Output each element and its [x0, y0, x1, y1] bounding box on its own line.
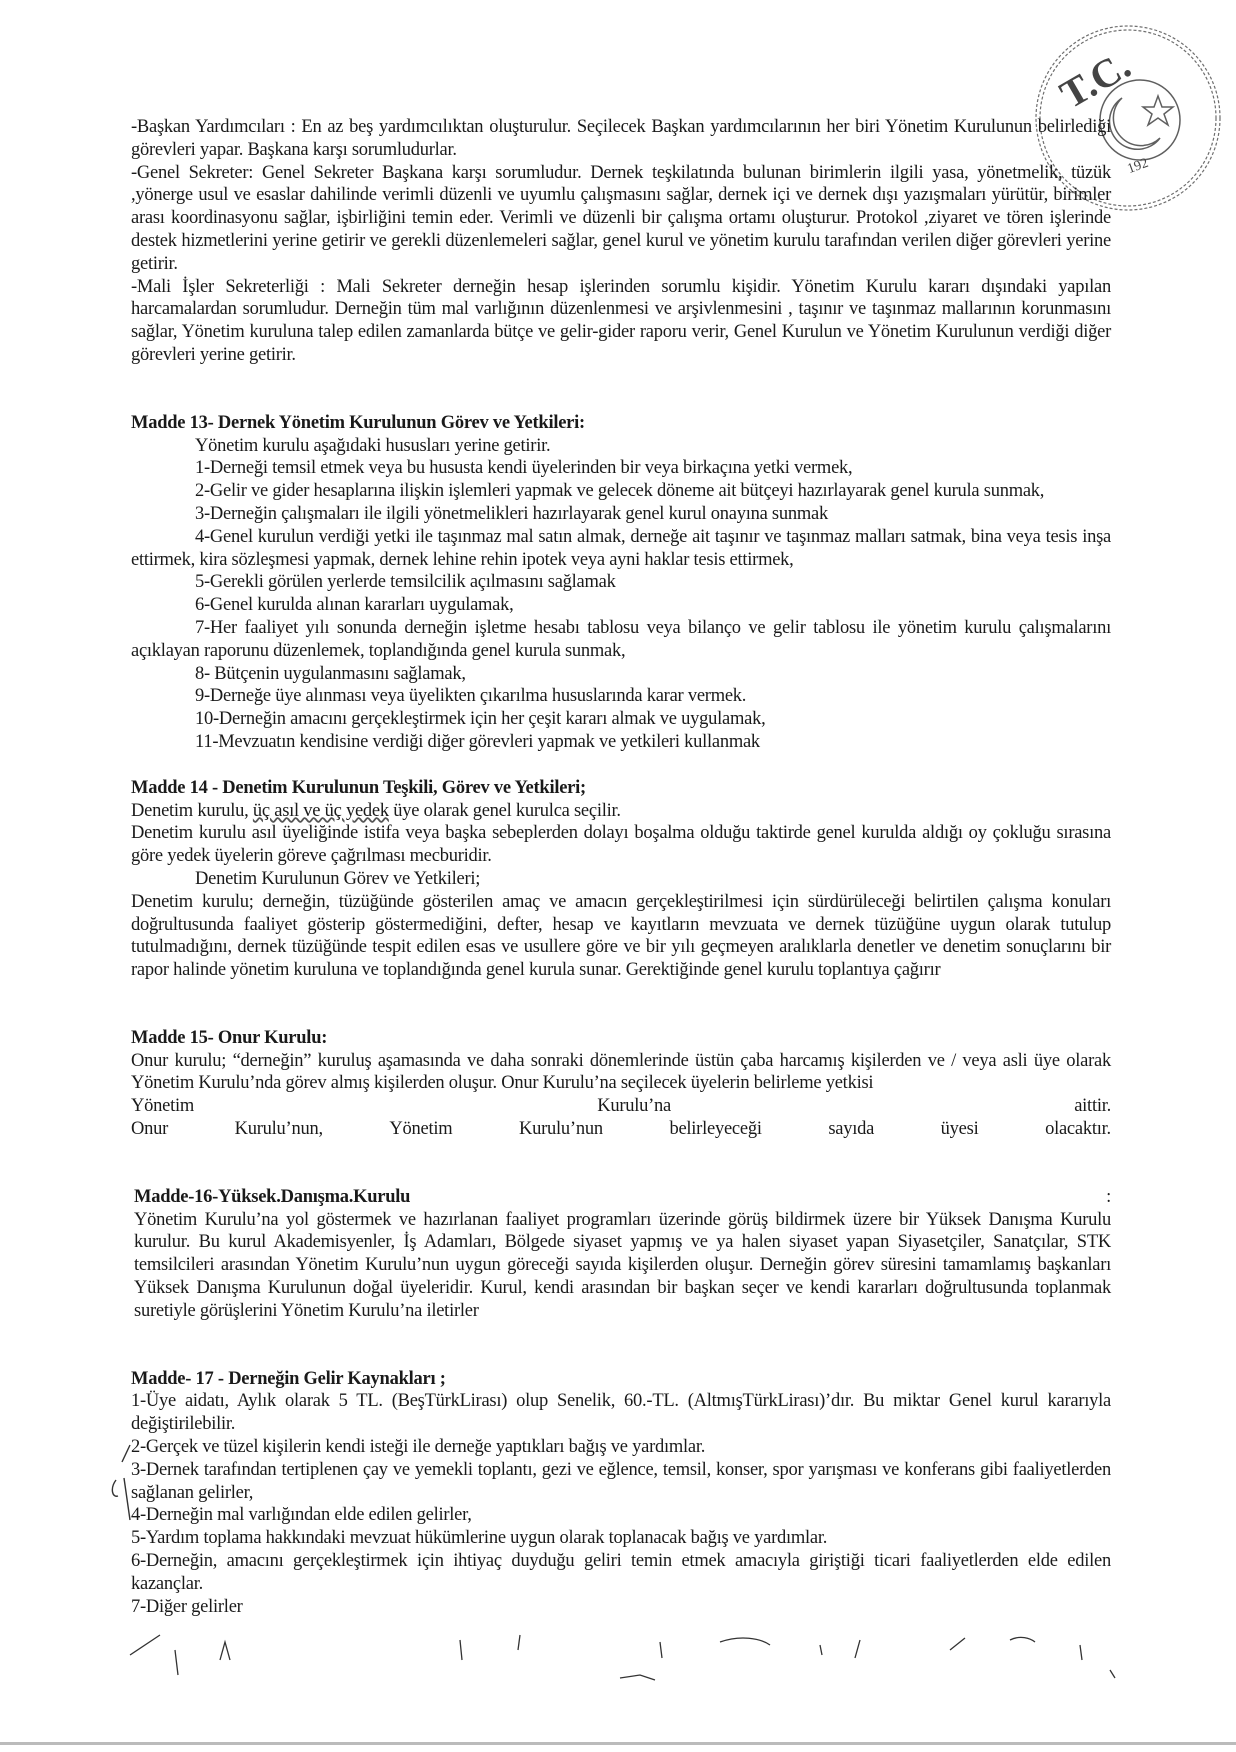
madde-13-heading: Madde 13- Dernek Yönetim Kurulunun Görev ve Yetkileri: — [131, 412, 585, 433]
madde-16-heading-text: Madde-16-Yüksek.Danışma.Kurulu — [134, 1186, 411, 1207]
madde-17-item: 2-Gerçek ve tüzel kişilerin kendi isteği ile derneğe yaptıkları bağış ve yardımlar. — [131, 1437, 706, 1458]
section-mali-isler: -Mali İşler Sekreterliği : Mali Sekreter derneğin hesap işlerinden sorumlu kişidir. Yönetim Kurulu kararı dışındaki yapılan harcamalardan sorumludur. Derneğin tüm mal varlığının düzenlenmesi ve arşivlenmesini , taşınır ve taşınmaz mallarının korunmasını sağlar, Yönetim kuruluna talep edilen zamanlarda bütçe ve gelir-gider raporu verir, Genel Kurulun ve Yönetim Kurulunun verdiği diğer görevleri yerine getirir. — [131, 276, 1111, 365]
handwritten-signature-marks — [120, 1630, 1120, 1690]
madde-16-heading — [131, 1186, 1111, 1209]
madde-13-item: 10-Derneğin amacını gerçekleştirmek için her çeşit kararı almak ve uygulamak, — [195, 709, 766, 730]
madde-14-paragraph: Denetim kurulu asıl üyeliğinde istifa veya başka sebeplerden dolayı boşalma olduğu taktirde genel kurulda aldığı oy çokluğu sırasına göre yedek üyelerin göreve çağrılması mecburidir. — [131, 823, 1111, 867]
stamp-top-text: T.C. — [1052, 41, 1138, 118]
madde-13-item: 9-Derneğe üye alınması veya üyelikten çıkarılma hususlarında karar vermek. — [195, 686, 747, 707]
word: sayıda — [828, 1119, 875, 1140]
word: Yönetim — [131, 1096, 194, 1117]
section-baskan-yardimcilari: -Başkan Yardımcıları : En az beş yardımcılıktan oluşturulur. Seçilecek Başkan yardımcılarının her biri Yönetim Kurulunun belirlediği görevleri yapar. Başkana karşı sorumludurlar. — [131, 117, 1111, 160]
madde-13-item: 3-Derneğin çalışmaları ile ilgili yönetmelikleri hazırlayarak genel kurul onayına sunmak — [195, 503, 828, 524]
madde-16-paragraph: Yönetim Kurulu’na yol göstermek ve hazırlanan faaliyet programları üzerinde görüş bildirmek üzere bir Yüksek Danışma Kurulu kurulur. Bu kurul Akademisyenler, İş Adamları, Bölgede siyaset yapmış ve ya halen siyaset yapan Siyasetçiler, Sanatçılar, STK temsilcileri arasından Yönetim Kurulu’nun uygun göreceği sayıda kişilerden oluşur. Derneğin görev süresini tamamlamış başkanları Yüksek Danışma Kurulunun doğal üyeleridir. Kurul, kendi arasından bir başkan seçer ve kendi kararları doğrultusunda toplanmak suretiyle görüşlerini Yönetim Kurulu’na iletirler — [134, 1209, 1111, 1321]
madde-14-heading: Madde 14 - Denetim Kurulunun Teşkili, Görev ve Yetkileri; — [131, 777, 586, 798]
madde-14-line1-text: Denetim kurulu, — [131, 800, 253, 821]
word: Yönetim — [389, 1119, 453, 1140]
word: aittir. — [1074, 1096, 1111, 1117]
madde-17-item: 1-Üye aidatı, Aylık olarak 5 TL. (BeşTürkLirası) olup Senelik, 60.-TL. (AltmışTürkLirası)’dır. Bu miktar Genel kurul kararıyla değiştirilebilir. — [131, 1391, 1111, 1435]
madde-17-item: 3-Dernek tarafından tertiplenen çay ve yemekli toplantı, gezi ve eğlence, temsil, konser, spor yarışması ve konferans gibi faaliyetlerden sağlanan gelirler, — [131, 1459, 1111, 1503]
stray-colon: : — [1106, 1186, 1111, 1207]
madde-13-item: 6-Genel kurulda alınan kararları uygulamak, — [195, 595, 514, 616]
madde-17-item: 5-Yardım toplama hakkındaki mevzuat hükümlerine uygun olarak toplanacak bağış ve yardımlar. — [131, 1528, 828, 1549]
document-body — [131, 116, 1111, 1618]
madde-15-paragraph: Onur kurulu; “derneğin” kuruluş aşamasında ve daha sonraki dönemlerinde üstün çaba harcamış kişilerden ve / veya asli üye olarak Yönetim Kurulu’nda görev almış kişilerden oluşur. Onur Kurulu’na seçilecek üyelerin belirleme yetkisi — [131, 1050, 1111, 1094]
madde-17-heading: Madde- 17 - Derneğin Gelir Kaynakları ; — [131, 1368, 446, 1389]
word: Kurulu’nun — [519, 1119, 603, 1140]
madde-13-intro: Yönetim kurulu aşağıdaki hususları yerine getirir. — [195, 435, 551, 456]
word: Kurulu’nun, — [234, 1119, 323, 1140]
madde-14-subheading: Denetim Kurulunun Görev ve Yetkileri; — [195, 868, 481, 889]
madde-17-item: 4-Derneğin mal varlığından elde edilen gelirler, — [131, 1505, 472, 1526]
madde-15-spread-line — [131, 1095, 1111, 1118]
madde-13-item: 1-Derneği temsil etmek veya bu hususta kendi üyelerinden bir veya birkaçına yetki vermek, — [195, 458, 853, 479]
madde-13-item: 7-Her faaliyet yılı sonunda derneğin işletme hesabı tablosu veya bilanço ve gelir tablosu ile yönetim kurulu çalışmalarını açıklayan raporunu düzenlemek, toplandığında genel kurula sunmak, — [131, 617, 1111, 661]
word: Kurulu’na — [597, 1096, 671, 1117]
madde-14-paragraph: Denetim kurulu; derneğin, tüzüğünde gösterilen amaç ve amacın gerçekleştirilmesi için sürdürüleceği belirtilen çalışma konuları doğrultusunda faaliyet gösterip göstermediğini, defter, hesap ve kayıtların mevzuata ve dernek tüzüğüne uygun olarak tutulup tutulmadığını, dernek tüzüğünde tespit edilen esas ve usullere göre ve bir yılı geçmeyen aralıklarla denetler ve denetim sonuçlarını bir rapor halinde yönetim kuruluna ve toplandığında genel kurula sunar. Gerektiğinde genel kurulu toplantıya çağırır — [131, 891, 1111, 981]
scan-bottom-edge — [0, 1742, 1236, 1745]
madde-14-line1-text: üye olarak genel kurulca seçilir. — [388, 800, 621, 821]
handwritten-underline-mark: üç asıl ve üç yedek — [252, 800, 389, 821]
section-genel-sekreter: -Genel Sekreter: Genel Sekreter Başkana karşı sorumludur. Dernek teşkilatında bulunan birimlerin ilgili yasa, yönetmelik, tüzük ,yönerge usul ve esaslar dahilinde verimli düzenli ve uyumlu çalışmasını sağlar, dernek içi ve dernek dışı yazışmaları yürütür, birimler arası koordinasyonu sağlar, işbirliğini temin eder. Verimli ve düzenli bir çalışma ortamı oluşturur. Protokol ,ziyaret ve tören işlerinde destek hizmetlerini yerine getirir ve gerekli düzenlemeleri sağlar, genel kurul ve yönetim kurulu tarafından verilen diğer görevleri yerine getirir. — [131, 162, 1111, 274]
word: üyesi — [940, 1119, 979, 1140]
word: olacaktır. — [1045, 1119, 1111, 1140]
madde-13-item: 11-Mevzuatın kendisine verdiği diğer görevleri yapmak ve yetkileri kullanmak — [195, 731, 760, 752]
word: belirleyeceği — [669, 1119, 762, 1140]
madde-17-item: 7-Diğer gelirler — [131, 1596, 243, 1617]
stamp-number: 192 — [1125, 155, 1151, 178]
madde-15-heading: Madde 15- Onur Kurulu: — [131, 1027, 328, 1048]
madde-13-item: 4-Genel kurulun verdiği yetki ile taşınmaz mal satın almak, derneğe ait taşınır ve taşınmaz malları satmak, bina veya tesis inşa ettirmek, kira sözleşmesi yapmak, dernek lehine rehin ipotek veya ayni haklar tesis ettirmek, — [131, 526, 1111, 570]
word: Onur — [131, 1119, 169, 1140]
madde-17-item: 6-Derneğin, amacını gerçekleştirmek için ihtiyaç duyduğu geliri temin etmek amacıyla giriştiği ticari faaliyetlerden elde edilen kazançlar. — [131, 1551, 1111, 1594]
madde-14-line1 — [131, 800, 1111, 823]
madde-13-item: 5-Gerekli görülen yerlerde temsilcilik açılmasını sağlamak — [195, 572, 616, 593]
madde-13-item: 8- Bütçenin uygulanmasını sağlamak, — [195, 663, 466, 684]
madde-13-item: 2-Gelir ve gider hesaplarına ilişkin işlemleri yapmak ve gelecek döneme ait bütçeyi hazırlayarak genel kurula sunmak, — [195, 481, 1045, 502]
madde-15-spread-line — [131, 1118, 1111, 1141]
